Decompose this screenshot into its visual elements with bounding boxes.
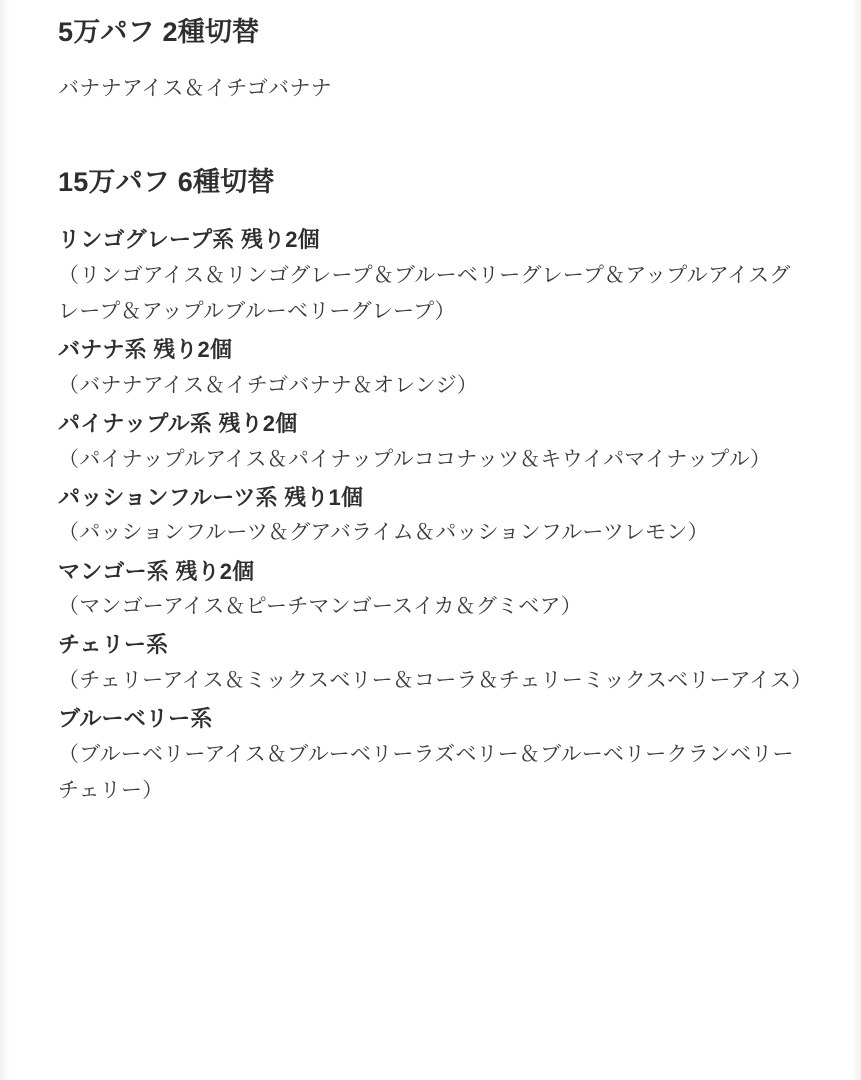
flavor-detail: （リンゴアイス＆リンゴグレープ＆ブルーベリーグレープ＆アップルアイスグレープ＆アップルブルーベリーグレープ） xyxy=(58,264,791,324)
list-item xyxy=(58,406,803,478)
list-item xyxy=(58,627,813,699)
flavor-detail: （ブルーベリーアイス＆ブルーベリーラズベリー＆ブルーベリークランベリーチェリー） xyxy=(58,742,794,802)
flavor-title: マンゴー系 残り2個 xyxy=(58,558,255,584)
section-line: バナナアイス＆イチゴバナナ xyxy=(58,77,332,101)
section-5man-puff xyxy=(58,14,803,106)
list-item xyxy=(58,332,803,404)
flavor-title: ブルーベリー系 xyxy=(58,705,213,731)
list-item xyxy=(58,701,803,809)
list-item xyxy=(58,480,803,552)
flavor-list xyxy=(58,222,813,808)
flavor-detail: （パッションフルーツ＆グアバライム＆パッションフルーツレモン） xyxy=(58,521,709,545)
flavor-title: チェリー系 xyxy=(58,632,169,658)
list-item xyxy=(58,554,803,626)
flavor-detail: （パイナップルアイス＆パイナップルココナッツ＆キウイパマイナップル） xyxy=(58,447,772,471)
flavor-title: バナナ系 残り2個 xyxy=(58,337,233,363)
flavor-title: リンゴグレープ系 残り2個 xyxy=(58,227,320,253)
page-right-edge-shadow xyxy=(851,0,861,1080)
flavor-detail: （マンゴーアイス＆ピーチマンゴースイカ＆グミベア） xyxy=(58,595,582,619)
flavor-detail: （バナナアイス＆イチゴバナナ＆オレンジ） xyxy=(58,373,479,397)
flavor-title: パッションフルーツ系 残り1個 xyxy=(58,484,364,510)
flavor-detail: （チェリーアイス＆ミックスベリー＆コーラ＆チェリーミックスベリーアイス） xyxy=(58,668,813,692)
list-item xyxy=(58,222,803,330)
section-15man-puff xyxy=(58,164,813,809)
page-left-edge-shadow xyxy=(0,0,10,1080)
flavor-title: パイナップル系 残り2個 xyxy=(58,411,298,437)
section-heading: 15万パフ 6種切替 xyxy=(58,167,275,198)
section-heading: 5万パフ 2種切替 xyxy=(58,17,260,47)
section-spacer xyxy=(58,106,803,164)
